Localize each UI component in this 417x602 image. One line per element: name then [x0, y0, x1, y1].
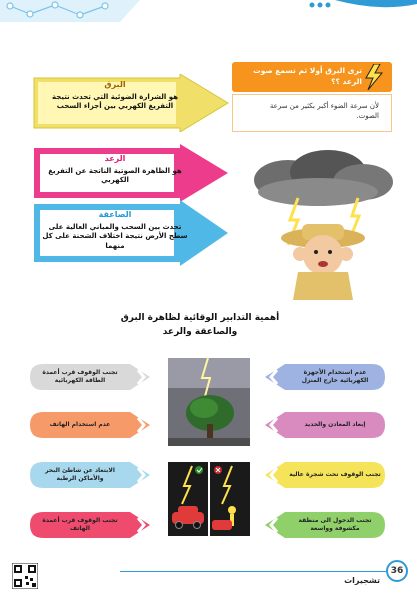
lightning-tree-photo — [168, 358, 250, 446]
page-number: 36 — [386, 560, 408, 582]
left-measure-item — [30, 462, 150, 488]
car-safety-photo-wrong — [168, 462, 208, 536]
footer-label: تشجيرات — [344, 576, 380, 585]
definition-text — [40, 154, 190, 186]
right-measure-item — [265, 412, 385, 438]
question-answer: لأن سرعة الضوء أكبر بكثير من سرعة الصوت. — [269, 102, 379, 121]
top-decoration-band — [0, 0, 417, 22]
section-title: أهمية التدابير الوقائية لظاهرة البرق والصاعقة والرعد — [120, 313, 280, 337]
definition-body: تحدث بين السحب والمباني العالية على سطح الأرض نتيجة اختلاف الشحنة على كل منهما — [42, 222, 188, 250]
molecule-decoration-icon — [0, 0, 417, 22]
measure-text: تجنب الدخول الى منطقة مكشوفة وواسعة — [298, 517, 372, 532]
definition-body: هو الشرارة الضوئية التي تحدث نتيجة التفريغ الكهربي بين أجزاء السحب — [52, 92, 178, 111]
right-measure-item — [265, 512, 385, 538]
qr-code-icon — [12, 563, 38, 589]
left-measure-item — [30, 364, 150, 390]
definition-title: البرق — [104, 80, 126, 89]
question-box — [232, 62, 392, 134]
measure-text: عدم استخدام الهاتف — [49, 421, 111, 429]
measure-text: عدم استخدام الأجهزة الكهربائية خارج المنزل — [301, 369, 369, 384]
definition-body: هو الظاهرة الصوتية الناتجة عن التفريغ الكهربي — [48, 166, 182, 185]
car-safety-photo-right — [210, 462, 250, 536]
measure-text: إبعاد المعادن والحديد — [304, 421, 366, 429]
measure-text: تجنب الوقوف تحت شجرة عالية — [289, 471, 381, 479]
measure-text: تجنب الوقوف قرب أعمدة الطاقة الكهربائية — [42, 369, 118, 384]
measure-text: تجنب الوقوف قرب أعمدة الهاتف — [42, 517, 118, 532]
left-measure-item — [30, 512, 150, 538]
definition-arrow-thunderbolt — [30, 200, 230, 266]
definition-text — [40, 210, 190, 251]
definition-title: الصاعقة — [98, 210, 132, 219]
storm-character-illustration — [238, 150, 398, 300]
left-measure-item — [30, 412, 150, 438]
definition-arrow-lightning — [30, 74, 230, 132]
definition-text — [40, 80, 190, 112]
question-answer-box — [232, 94, 392, 132]
footer-divider — [120, 571, 386, 572]
question-heading: ترى البرق أولا ثم تسمع صوت الرعد ؟؟ — [253, 66, 362, 86]
definition-title: الرعد — [104, 154, 126, 163]
definition-arrow-thunder — [30, 144, 230, 202]
right-measure-item — [265, 364, 385, 390]
measure-text: الابتعاد عن شاطئ البحر والأماكن الرطبة — [45, 467, 115, 482]
right-measure-item — [265, 462, 385, 488]
lightning-bolt-icon — [362, 64, 386, 90]
